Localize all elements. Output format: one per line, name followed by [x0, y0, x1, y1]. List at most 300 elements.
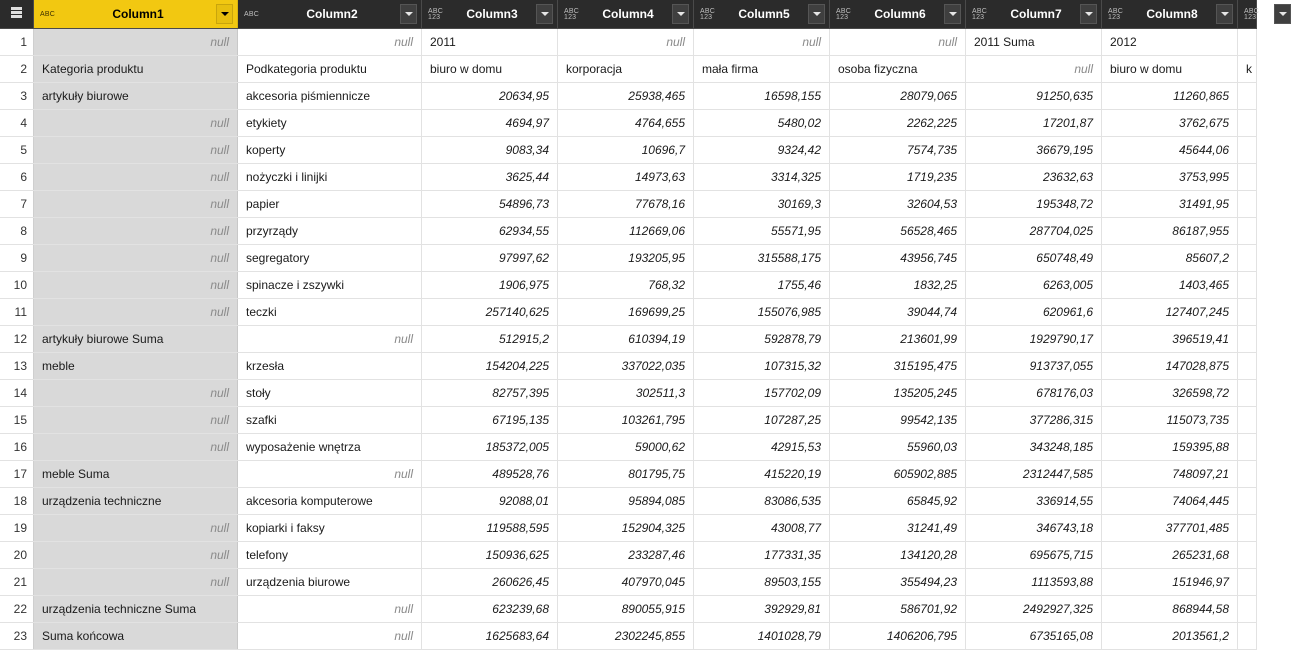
type-icon-line1: ABC — [836, 7, 851, 15]
table-cell[interactable]: 65845,92 — [830, 488, 966, 515]
column-filter-button[interactable] — [1080, 4, 1097, 24]
table-row[interactable] — [0, 569, 1257, 596]
table-cell[interactable]: 801795,75 — [558, 461, 694, 488]
table-cell[interactable] — [1238, 272, 1257, 299]
table-cell[interactable]: etykiety — [238, 110, 422, 137]
table-cell[interactable]: 343248,185 — [966, 434, 1102, 461]
table-cell[interactable]: biuro w domu — [422, 56, 558, 83]
row-number[interactable]: 21 — [0, 569, 34, 596]
table-cell[interactable]: 3753,995 — [1102, 164, 1238, 191]
column-header-column4[interactable] — [558, 0, 694, 29]
column-filter-button[interactable] — [672, 4, 689, 24]
table-cell[interactable]: 377286,315 — [966, 407, 1102, 434]
table-cell[interactable]: null — [34, 218, 238, 245]
row-number[interactable]: 14 — [0, 380, 34, 407]
table-cell[interactable]: teczki — [238, 299, 422, 326]
table-cell[interactable]: urządzenia biurowe — [238, 569, 422, 596]
table-cell[interactable] — [1238, 353, 1257, 380]
type-icon-line1: ABC — [1244, 7, 1259, 15]
table-cell[interactable] — [1238, 326, 1257, 353]
table-cell[interactable]: Podkategoria produktu — [238, 56, 422, 83]
table-row[interactable] — [0, 488, 1257, 515]
table-cell[interactable]: 407970,045 — [558, 569, 694, 596]
table-cell[interactable]: null — [34, 569, 238, 596]
any-type-icon — [972, 8, 992, 21]
any-type-icon — [428, 8, 448, 21]
table-cell[interactable]: 17201,87 — [966, 110, 1102, 137]
table-cell[interactable]: 265231,68 — [1102, 542, 1238, 569]
column-header-label: Column4 — [602, 7, 654, 21]
table-cell[interactable]: 95894,085 — [558, 488, 694, 515]
table-cell[interactable] — [1238, 380, 1257, 407]
table-cell[interactable]: 1406206,795 — [830, 623, 966, 650]
table-cell[interactable]: 195348,72 — [966, 191, 1102, 218]
column-filter-button[interactable] — [1216, 4, 1233, 24]
row-number[interactable]: 16 — [0, 434, 34, 461]
table-cell[interactable]: 2013561,2 — [1102, 623, 1238, 650]
table-cell[interactable]: 119588,595 — [422, 515, 558, 542]
type-icon-line2: 123 — [1244, 13, 1257, 21]
table-cell[interactable]: 112669,06 — [558, 218, 694, 245]
table-cell[interactable]: osoba fizyczna — [830, 56, 966, 83]
table-cell[interactable]: 1755,46 — [694, 272, 830, 299]
table-cell[interactable]: 650748,49 — [966, 245, 1102, 272]
table-cell[interactable]: 768,32 — [558, 272, 694, 299]
table-cell[interactable]: 6263,005 — [966, 272, 1102, 299]
table-cell[interactable]: 610394,19 — [558, 326, 694, 353]
type-icon-line2: 123 — [836, 13, 849, 21]
table-cell[interactable]: null — [238, 29, 422, 56]
table-cell[interactable]: artykuły biurowe — [34, 83, 238, 110]
table-row[interactable] — [0, 29, 1257, 56]
table-cell[interactable]: 605902,885 — [830, 461, 966, 488]
table-cell[interactable]: 213601,99 — [830, 326, 966, 353]
table-cell[interactable]: null — [34, 164, 238, 191]
table-cell[interactable]: krzesła — [238, 353, 422, 380]
type-icon-line1: ABC — [564, 7, 579, 15]
table-cell[interactable]: artykuły biurowe Suma — [34, 326, 238, 353]
table-row[interactable] — [0, 245, 1257, 272]
table-cell[interactable]: 43008,77 — [694, 515, 830, 542]
chevron-down-icon — [949, 12, 957, 16]
any-type-icon — [836, 8, 856, 21]
table-cell[interactable]: null — [558, 29, 694, 56]
row-number[interactable]: 23 — [0, 623, 34, 650]
table-cell[interactable]: 20634,95 — [422, 83, 558, 110]
table-row[interactable] — [0, 191, 1257, 218]
table-cell[interactable]: 39044,74 — [830, 299, 966, 326]
text-type-icon — [244, 11, 264, 17]
table-cell[interactable]: 377701,485 — [1102, 515, 1238, 542]
table-cell[interactable]: 23632,63 — [966, 164, 1102, 191]
table-cell[interactable]: 155076,985 — [694, 299, 830, 326]
table-cell[interactable]: 30169,3 — [694, 191, 830, 218]
table-cell[interactable]: 134120,28 — [830, 542, 966, 569]
type-icon-line1: ABC — [700, 7, 715, 15]
table-cell[interactable]: 7574,735 — [830, 137, 966, 164]
table-cell[interactable]: nożyczki i linijki — [238, 164, 422, 191]
table-cell[interactable]: 623239,68 — [422, 596, 558, 623]
table-cell[interactable]: 86187,955 — [1102, 218, 1238, 245]
table-cell[interactable]: akcesoria komputerowe — [238, 488, 422, 515]
table-cell[interactable]: 56528,465 — [830, 218, 966, 245]
table-cell[interactable]: 10696,7 — [558, 137, 694, 164]
row-number[interactable]: 6 — [0, 164, 34, 191]
type-icon-line2: 123 — [1108, 13, 1121, 21]
table-cell[interactable]: 315588,175 — [694, 245, 830, 272]
table-cell[interactable]: 326598,72 — [1102, 380, 1238, 407]
table-cell[interactable]: null — [694, 29, 830, 56]
table-cell[interactable] — [1238, 488, 1257, 515]
table-cell[interactable]: null — [34, 407, 238, 434]
table-cell[interactable]: null — [34, 191, 238, 218]
table-cell[interactable]: 115073,735 — [1102, 407, 1238, 434]
table-cell[interactable] — [1238, 137, 1257, 164]
table-cell[interactable]: korporacja — [558, 56, 694, 83]
table-cell[interactable]: 9324,42 — [694, 137, 830, 164]
table-cell[interactable] — [1238, 191, 1257, 218]
table-cell[interactable]: 42915,53 — [694, 434, 830, 461]
table-cell[interactable]: null — [238, 596, 422, 623]
table-cell[interactable]: 346743,18 — [966, 515, 1102, 542]
table-cell[interactable]: 678176,03 — [966, 380, 1102, 407]
table-cell[interactable]: 154204,225 — [422, 353, 558, 380]
row-number[interactable]: 4 — [0, 110, 34, 137]
table-row[interactable] — [0, 434, 1257, 461]
table-cell[interactable]: 83086,535 — [694, 488, 830, 515]
table-cell[interactable]: urządzenia techniczne — [34, 488, 238, 515]
column-header-column3[interactable] — [422, 0, 558, 29]
column-header-extra-8[interactable] — [1238, 0, 1257, 29]
table-cell[interactable]: 287704,025 — [966, 218, 1102, 245]
column-filter-button[interactable] — [216, 4, 233, 24]
table-cell[interactable]: 150936,625 — [422, 542, 558, 569]
table-cell[interactable]: 169699,25 — [558, 299, 694, 326]
row-number[interactable]: 20 — [0, 542, 34, 569]
table-cell[interactable]: 31491,95 — [1102, 191, 1238, 218]
table-cell[interactable]: 2011 — [422, 29, 558, 56]
table-cell[interactable] — [1238, 461, 1257, 488]
table-cell[interactable]: 74064,445 — [1102, 488, 1238, 515]
table-cell[interactable]: 1625683,64 — [422, 623, 558, 650]
table-cell[interactable]: 1929790,17 — [966, 326, 1102, 353]
chevron-down-icon — [1279, 12, 1287, 16]
table-cell[interactable]: 336914,55 — [966, 488, 1102, 515]
table-cell[interactable]: null — [34, 542, 238, 569]
chevron-down-icon — [1221, 12, 1229, 16]
column-header-label: Column7 — [1010, 7, 1062, 21]
table-cell[interactable]: 620961,6 — [966, 299, 1102, 326]
table-cell[interactable]: 1719,235 — [830, 164, 966, 191]
table-row[interactable] — [0, 137, 1257, 164]
table-cell[interactable]: 55960,03 — [830, 434, 966, 461]
table-cell[interactable]: wyposażenie wnętrza — [238, 434, 422, 461]
table-cell[interactable]: null — [34, 515, 238, 542]
table-cell[interactable]: 1113593,88 — [966, 569, 1102, 596]
column-filter-button[interactable] — [944, 4, 961, 24]
table-row[interactable] — [0, 353, 1257, 380]
table-cell[interactable]: mała firma — [694, 56, 830, 83]
table-cell[interactable]: 3762,675 — [1102, 110, 1238, 137]
table-cell[interactable]: 36679,195 — [966, 137, 1102, 164]
table-cell[interactable]: 62934,55 — [422, 218, 558, 245]
table-cell[interactable]: 2302245,855 — [558, 623, 694, 650]
table-cell[interactable]: urządzenia techniczne Suma — [34, 596, 238, 623]
table-cell[interactable]: 3314,325 — [694, 164, 830, 191]
select-all-corner-button[interactable] — [0, 0, 34, 29]
table-cell[interactable]: 92088,01 — [422, 488, 558, 515]
table-cell[interactable]: null — [34, 299, 238, 326]
table-cell[interactable]: 2011 Suma — [966, 29, 1102, 56]
column-filter-button[interactable] — [1274, 4, 1291, 24]
row-number[interactable]: 11 — [0, 299, 34, 326]
row-number[interactable]: 9 — [0, 245, 34, 272]
column-filter-button[interactable] — [400, 4, 417, 24]
table-cell[interactable]: 54896,73 — [422, 191, 558, 218]
table-cell[interactable]: kopiarki i faksy — [238, 515, 422, 542]
row-number[interactable]: 19 — [0, 515, 34, 542]
table-cell[interactable]: 43956,745 — [830, 245, 966, 272]
table-cell[interactable]: 127407,245 — [1102, 299, 1238, 326]
table-cell[interactable]: 1832,25 — [830, 272, 966, 299]
table-row[interactable] — [0, 542, 1257, 569]
table-cell[interactable]: null — [34, 434, 238, 461]
table-cell[interactable] — [1238, 299, 1257, 326]
table-cell[interactable]: 135205,245 — [830, 380, 966, 407]
table-cell[interactable]: 1906,975 — [422, 272, 558, 299]
row-number[interactable]: 13 — [0, 353, 34, 380]
table-cell[interactable] — [1238, 407, 1257, 434]
table-cell[interactable]: 177331,35 — [694, 542, 830, 569]
table-row[interactable] — [0, 407, 1257, 434]
table-cell[interactable]: 315195,475 — [830, 353, 966, 380]
column-header-column6[interactable] — [830, 0, 966, 29]
table-cell[interactable]: Kategoria produktu — [34, 56, 238, 83]
table-cell[interactable]: 695675,715 — [966, 542, 1102, 569]
table-cell[interactable]: 415220,19 — [694, 461, 830, 488]
table-cell[interactable]: 302511,3 — [558, 380, 694, 407]
table-cell[interactable]: 2012 — [1102, 29, 1238, 56]
row-number[interactable]: 12 — [0, 326, 34, 353]
table-cell[interactable]: null — [34, 29, 238, 56]
table-cell[interactable]: 2312447,585 — [966, 461, 1102, 488]
table-cell[interactable]: 159395,88 — [1102, 434, 1238, 461]
table-cell[interactable]: 103261,795 — [558, 407, 694, 434]
table-row[interactable] — [0, 461, 1257, 488]
row-number[interactable]: 18 — [0, 488, 34, 515]
table-cell[interactable]: null — [238, 326, 422, 353]
column-header-column7[interactable] — [966, 0, 1102, 29]
table-cell[interactable]: null — [830, 29, 966, 56]
table-cell[interactable]: 89503,155 — [694, 569, 830, 596]
table-cell[interactable] — [1238, 110, 1257, 137]
table-cell[interactable]: 2492927,325 — [966, 596, 1102, 623]
table-row[interactable] — [0, 272, 1257, 299]
table-cell[interactable] — [1238, 542, 1257, 569]
table-cell[interactable]: 16598,155 — [694, 83, 830, 110]
row-number[interactable]: 2 — [0, 56, 34, 83]
table-cell[interactable]: meble Suma — [34, 461, 238, 488]
table-row[interactable] — [0, 515, 1257, 542]
table-cell[interactable]: 185372,005 — [422, 434, 558, 461]
row-number[interactable]: 17 — [0, 461, 34, 488]
table-cell[interactable] — [1238, 515, 1257, 542]
table-cell[interactable]: 147028,875 — [1102, 353, 1238, 380]
table-cell[interactable]: null — [34, 137, 238, 164]
table-row[interactable] — [0, 380, 1257, 407]
table-corner-icon — [11, 7, 22, 18]
table-cell[interactable]: akcesoria piśmiennicze — [238, 83, 422, 110]
table-cell[interactable]: 392929,81 — [694, 596, 830, 623]
table-cell[interactable]: meble — [34, 353, 238, 380]
table-cell[interactable]: 28079,065 — [830, 83, 966, 110]
table-cell[interactable] — [1238, 623, 1257, 650]
table-cell[interactable] — [1238, 164, 1257, 191]
table-cell[interactable]: 32604,53 — [830, 191, 966, 218]
table-cell[interactable]: 396519,41 — [1102, 326, 1238, 353]
table-cell[interactable]: 1403,465 — [1102, 272, 1238, 299]
table-row[interactable] — [0, 110, 1257, 137]
table-cell[interactable]: 14973,63 — [558, 164, 694, 191]
table-cell[interactable]: 152904,325 — [558, 515, 694, 542]
table-cell[interactable]: null — [966, 56, 1102, 83]
table-cell[interactable]: 3625,44 — [422, 164, 558, 191]
table-cell[interactable]: k — [1238, 56, 1257, 83]
table-cell[interactable]: stoły — [238, 380, 422, 407]
row-number[interactable]: 10 — [0, 272, 34, 299]
table-row[interactable] — [0, 56, 1257, 83]
table-cell[interactable]: 31241,49 — [830, 515, 966, 542]
table-cell[interactable]: 4764,655 — [558, 110, 694, 137]
table-row[interactable] — [0, 164, 1257, 191]
table-cell[interactable]: Suma końcowa — [34, 623, 238, 650]
table-cell[interactable]: 748097,21 — [1102, 461, 1238, 488]
table-cell[interactable]: 4694,97 — [422, 110, 558, 137]
table-cell[interactable]: 67195,135 — [422, 407, 558, 434]
chevron-down-icon — [813, 12, 821, 16]
row-number[interactable]: 8 — [0, 218, 34, 245]
table-cell[interactable] — [1238, 29, 1257, 56]
table-cell[interactable]: 91250,635 — [966, 83, 1102, 110]
table-cell[interactable]: 157702,09 — [694, 380, 830, 407]
table-cell[interactable] — [1238, 83, 1257, 110]
table-cell[interactable] — [1238, 596, 1257, 623]
table-cell[interactable]: 107287,25 — [694, 407, 830, 434]
table-cell[interactable]: null — [34, 110, 238, 137]
column-header-label: Column5 — [738, 7, 790, 21]
row-number[interactable]: 3 — [0, 83, 34, 110]
chevron-down-icon — [677, 12, 685, 16]
table-cell[interactable]: 2262,225 — [830, 110, 966, 137]
table-row[interactable] — [0, 596, 1257, 623]
row-number[interactable]: 1 — [0, 29, 34, 56]
table-row[interactable] — [0, 83, 1257, 110]
table-cell[interactable]: 355494,23 — [830, 569, 966, 596]
table-cell[interactable]: telefony — [238, 542, 422, 569]
table-cell[interactable]: 890055,915 — [558, 596, 694, 623]
table-cell[interactable] — [1238, 434, 1257, 461]
column-header-label: Column6 — [874, 7, 926, 21]
table-cell[interactable]: 6735165,08 — [966, 623, 1102, 650]
table-cell[interactable]: przyrządy — [238, 218, 422, 245]
table-cell[interactable]: 257140,625 — [422, 299, 558, 326]
table-header — [0, 0, 1257, 29]
table-cell[interactable]: koperty — [238, 137, 422, 164]
table-cell[interactable]: 260626,45 — [422, 569, 558, 596]
column-filter-button[interactable] — [808, 4, 825, 24]
table-cell[interactable]: 45644,06 — [1102, 137, 1238, 164]
table-cell[interactable]: null — [34, 272, 238, 299]
table-cell[interactable]: 233287,46 — [558, 542, 694, 569]
table-cell[interactable]: spinacze i zszywki — [238, 272, 422, 299]
row-number[interactable]: 15 — [0, 407, 34, 434]
table-cell[interactable]: 82757,395 — [422, 380, 558, 407]
row-number[interactable]: 7 — [0, 191, 34, 218]
table-cell[interactable] — [1238, 218, 1257, 245]
table-cell[interactable] — [1238, 569, 1257, 596]
table-cell[interactable]: 512915,2 — [422, 326, 558, 353]
table-cell[interactable]: 489528,76 — [422, 461, 558, 488]
table-cell[interactable]: 99542,135 — [830, 407, 966, 434]
header-row — [0, 0, 1257, 29]
column-header-column2[interactable] — [238, 0, 422, 29]
table-row[interactable] — [0, 623, 1257, 650]
table-row[interactable] — [0, 299, 1257, 326]
table-cell[interactable]: segregatory — [238, 245, 422, 272]
row-number[interactable]: 22 — [0, 596, 34, 623]
column-header-column1[interactable] — [34, 0, 238, 29]
table-row[interactable] — [0, 326, 1257, 353]
table-body — [0, 29, 1257, 650]
table-cell[interactable] — [1238, 245, 1257, 272]
table-cell[interactable]: papier — [238, 191, 422, 218]
table-cell[interactable]: 55571,95 — [694, 218, 830, 245]
column-header-column8[interactable] — [1102, 0, 1238, 29]
table-cell[interactable]: biuro w domu — [1102, 56, 1238, 83]
table-cell[interactable]: null — [238, 461, 422, 488]
table-row[interactable] — [0, 218, 1257, 245]
type-icon-line2: 123 — [700, 13, 713, 21]
any-type-icon — [564, 8, 584, 21]
table-cell[interactable]: 25938,465 — [558, 83, 694, 110]
table-cell[interactable]: 337022,035 — [558, 353, 694, 380]
table-cell[interactable]: 592878,79 — [694, 326, 830, 353]
column-header-label: Column2 — [306, 7, 358, 21]
column-header-column5[interactable] — [694, 0, 830, 29]
text-type-icon — [40, 11, 60, 17]
table-cell[interactable]: 193205,95 — [558, 245, 694, 272]
table-cell[interactable]: szafki — [238, 407, 422, 434]
table-cell[interactable]: 868944,58 — [1102, 596, 1238, 623]
table-cell[interactable]: 9083,34 — [422, 137, 558, 164]
table-cell[interactable]: 85607,2 — [1102, 245, 1238, 272]
table-cell[interactable]: null — [238, 623, 422, 650]
table-cell[interactable]: 11260,865 — [1102, 83, 1238, 110]
table-cell[interactable]: 586701,92 — [830, 596, 966, 623]
table-cell[interactable]: 97997,62 — [422, 245, 558, 272]
table-cell[interactable]: 151946,97 — [1102, 569, 1238, 596]
column-filter-button[interactable] — [536, 4, 553, 24]
table-cell[interactable]: null — [34, 245, 238, 272]
row-number[interactable]: 5 — [0, 137, 34, 164]
table-cell[interactable]: 913737,055 — [966, 353, 1102, 380]
table-cell[interactable]: 107315,32 — [694, 353, 830, 380]
table-cell[interactable]: 77678,16 — [558, 191, 694, 218]
table-cell[interactable]: 5480,02 — [694, 110, 830, 137]
table-cell[interactable]: null — [34, 380, 238, 407]
table-cell[interactable]: 1401028,79 — [694, 623, 830, 650]
table-cell[interactable]: 59000,62 — [558, 434, 694, 461]
